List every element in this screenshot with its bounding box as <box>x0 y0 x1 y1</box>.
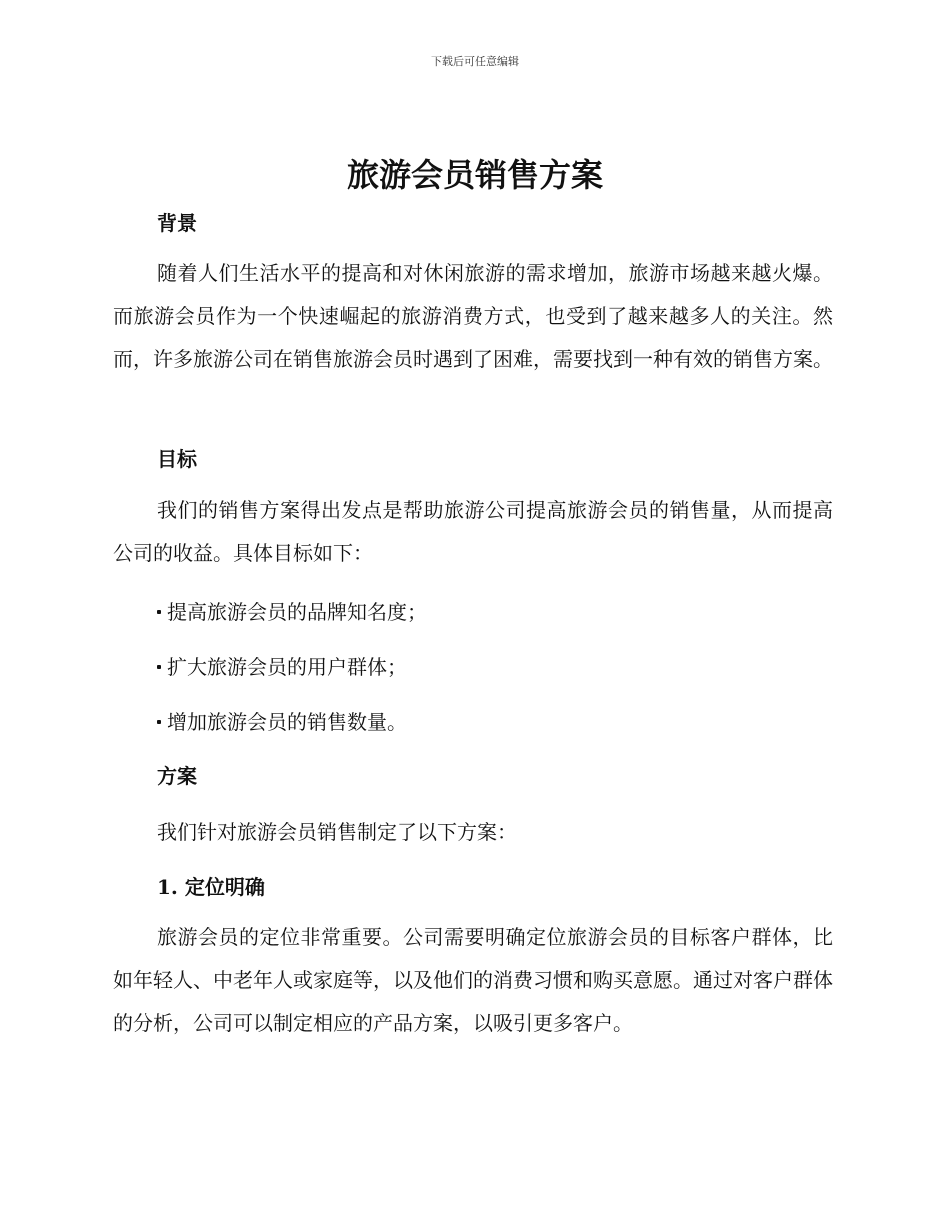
goal-list-item <box>157 596 427 625</box>
positioning-paragraph: 旅游会员的定位非常重要。公司需要明确定位旅游会员的目标客户群体，比如年轻人、中老年人或家庭等，以及他们的消费习惯和购买意愿。通过对客户群体的分析，公司可以制定相应的产品方案，以吸引更多客户。 <box>113 925 833 1035</box>
goal-list-item <box>157 706 407 735</box>
goal-list-item-text: 扩大旅游会员的用户群体； <box>167 655 407 679</box>
bullet-icon <box>157 610 161 614</box>
goal-list-item-text: 增加旅游会员的销售数量。 <box>167 710 407 734</box>
plan-intro: 我们针对旅游会员销售制定了以下方案： <box>157 820 517 844</box>
subsection-number: 1. <box>157 875 178 899</box>
background-paragraph: 随着人们生活水平的提高和对休闲旅游的需求增加，旅游市场越来越火爆。而旅游会员作为一个快速崛起的旅游消费方式，也受到了越来越多人的关注。然而，许多旅游公司在销售旅游会员时遇到了困难，需要找到一种有效的销售方案。 <box>113 261 833 371</box>
page-header: 下载后可任意编辑 <box>431 55 519 68</box>
bullet-icon <box>157 665 161 669</box>
goal-list-item <box>157 651 407 680</box>
section-heading-background: 背景 <box>157 211 197 235</box>
goal-paragraph: 我们的销售方案得出发点是帮助旅游公司提高旅游会员的销售量，从而提高公司的收益。具体目标如下： <box>113 498 833 565</box>
section-heading-goal: 目标 <box>157 447 197 471</box>
goal-list-item-text: 提高旅游会员的品牌知名度； <box>167 600 427 624</box>
subsection-title: 定位明确 <box>184 875 265 899</box>
bullet-icon <box>157 720 161 724</box>
section-heading-plan: 方案 <box>157 764 197 788</box>
document-title: 旅游会员销售方案 <box>346 156 603 194</box>
subsection-heading-positioning <box>157 871 265 900</box>
